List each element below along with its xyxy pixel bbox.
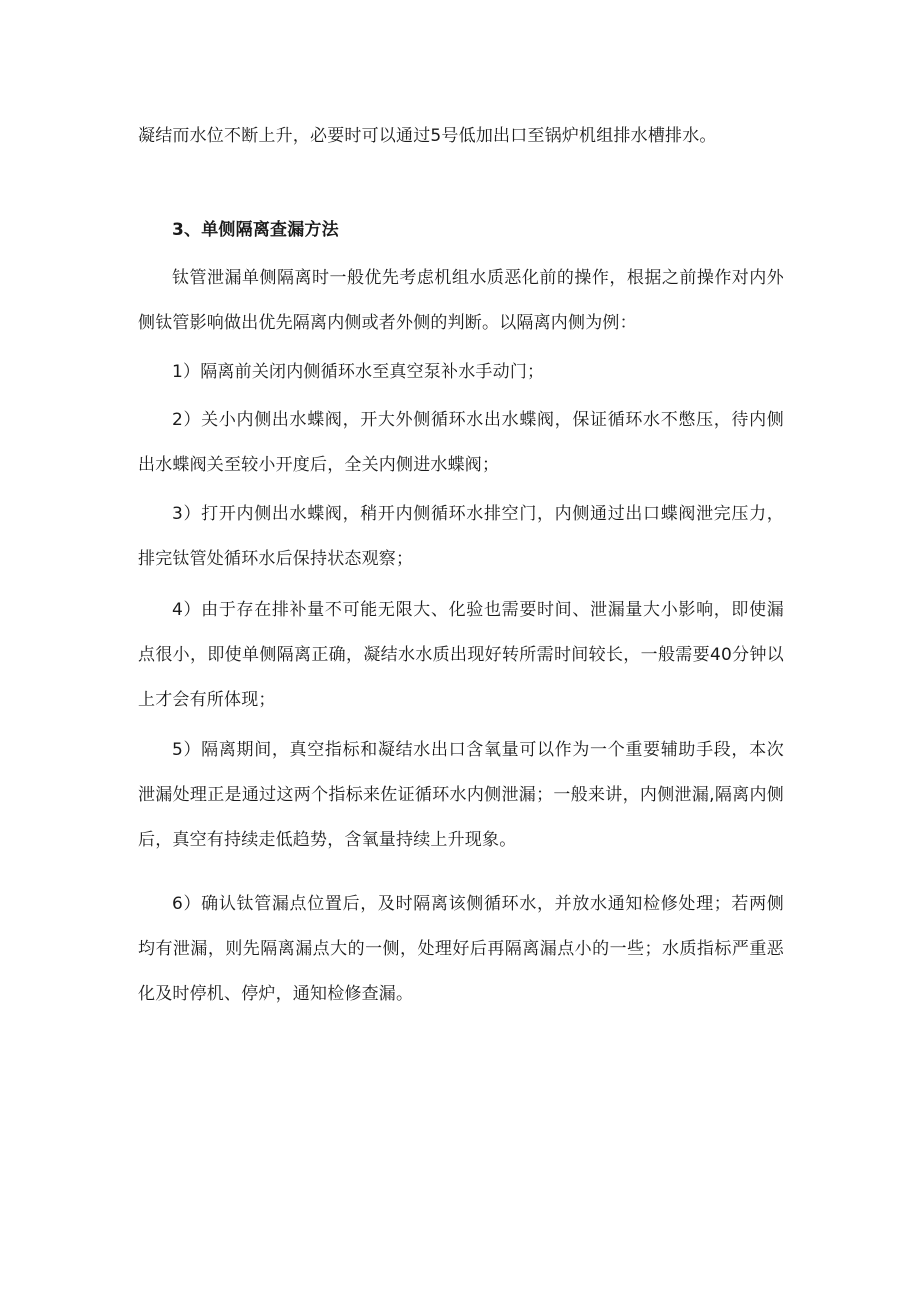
continuation-paragraph: 凝结而水位不断上升，必要时可以通过5号低加出口至锅炉机组排水槽排水。: [138, 126, 717, 146]
step-5-paragraph: 5）隔离期间，真空指标和凝结水出口含氧量可以作为一个重要辅助手段，本次泄漏处理正是通过这两个指标来佐证循环水内侧泄漏；一般来讲，内侧泄漏,隔离内侧后，真空有持续走低趋势，含氧量持续上升现象。: [138, 740, 784, 850]
section-heading: 3、单侧隔离查漏方法: [172, 220, 339, 240]
step-3-paragraph: 3）打开内侧出水蝶阀，稍开内侧循环水排空门，内侧通过出口蝶阀泄完压力，排完钛管处循环水后保持状态观察；: [138, 504, 784, 569]
intro-paragraph: 钛管泄漏单侧隔离时一般优先考虑机组水质恶化前的操作，根据之前操作对内外侧钛管影响做出优先隔离内侧或者外侧的判断。以隔离内侧为例：: [138, 268, 784, 333]
step-2-paragraph: 2）关小内侧出水蝶阀，开大外侧循环水出水蝶阀，保证循环水不憋压，待内侧出水蝶阀关至较小开度后，全关内侧进水蝶阀；: [138, 410, 784, 475]
step-1-paragraph: 1）隔离前关闭内侧循环水至真空泵补水手动门；: [172, 362, 545, 382]
step-6-paragraph: 6）确认钛管漏点位置后，及时隔离该侧循环水，并放水通知检修处理；若两侧均有泄漏，则先隔离漏点大的一侧，处理好后再隔离漏点小的一些；水质指标严重恶化及时停机、停炉，通知检修查漏。: [138, 894, 784, 1004]
step-4-paragraph: 4）由于存在排补量不可能无限大、化验也需要时间、泄漏量大小影响，即使漏点很小，即使单侧隔离正确，凝结水水质出现好转所需时间较长，一般需要40分钟以上才会有所体现；: [138, 600, 784, 710]
